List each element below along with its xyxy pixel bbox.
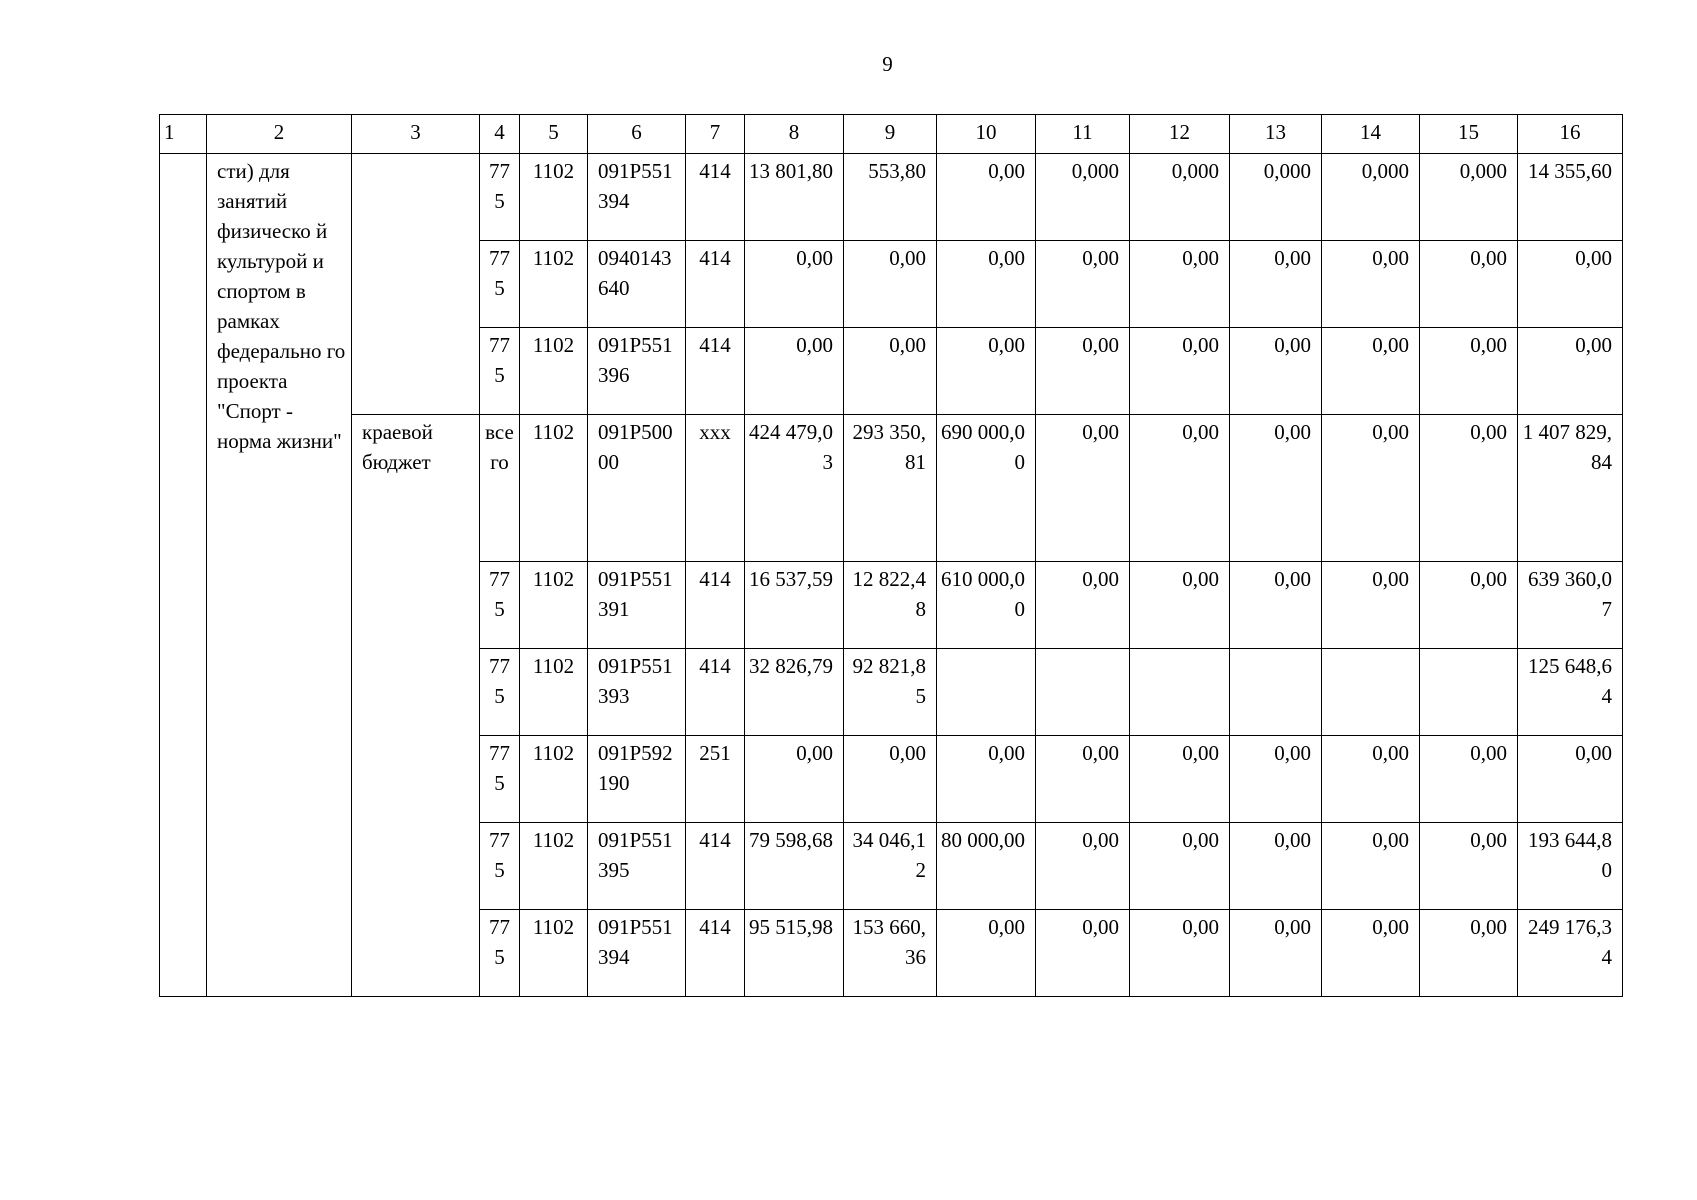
table-cell <box>1322 649 1420 736</box>
table-cell: 0,00 <box>937 328 1036 415</box>
table-cell: 153 660,36 <box>844 910 937 997</box>
table-cell: 0,00 <box>1130 562 1230 649</box>
table-cell: 0,00 <box>844 328 937 415</box>
table-cell: 0,00 <box>1230 328 1322 415</box>
table-cell: 0,000 <box>1036 154 1130 241</box>
table-cell: 92 821,85 <box>844 649 937 736</box>
source-cell-empty <box>352 154 480 415</box>
table-cell: 0,00 <box>745 328 844 415</box>
header-cell: 5 <box>520 115 588 154</box>
table-cell: 091Р551394 <box>588 910 686 997</box>
table-cell: 0,00 <box>1036 823 1130 910</box>
row-number-cell <box>160 154 207 997</box>
table-cell: 414 <box>686 562 745 649</box>
table-cell: 775 <box>480 328 520 415</box>
table-cell: 1102 <box>520 823 588 910</box>
header-cell: 14 <box>1322 115 1420 154</box>
table-cell: 32 826,79 <box>745 649 844 736</box>
table-cell: 0,00 <box>937 241 1036 328</box>
table-cell: 775 <box>480 823 520 910</box>
table-row <box>160 415 1623 562</box>
table-cell: 0,00 <box>745 241 844 328</box>
table-cell: 0,000 <box>1230 154 1322 241</box>
page-number: 9 <box>882 52 893 76</box>
table-cell: 091Р551391 <box>588 562 686 649</box>
table-cell: всего <box>480 415 520 562</box>
table-cell: 251 <box>686 736 745 823</box>
table-cell: 091Р551395 <box>588 823 686 910</box>
table-cell: 14 355,60 <box>1518 154 1623 241</box>
table-cell: 79 598,68 <box>745 823 844 910</box>
table-cell: 553,80 <box>844 154 937 241</box>
table-cell: 0,00 <box>937 910 1036 997</box>
table-cell: 0,00 <box>1130 415 1230 562</box>
table-cell: 1 407 829,84 <box>1518 415 1623 562</box>
table-cell: 775 <box>480 154 520 241</box>
table-cell <box>1230 649 1322 736</box>
table-cell: 0,000 <box>1130 154 1230 241</box>
table-cell: 1102 <box>520 910 588 997</box>
table-cell: 0,00 <box>745 736 844 823</box>
header-cell: 2 <box>207 115 352 154</box>
table-cell: 0,00 <box>1518 328 1623 415</box>
table-cell: 775 <box>480 649 520 736</box>
table-cell: 249 176,34 <box>1518 910 1623 997</box>
table-cell: 1102 <box>520 649 588 736</box>
table-cell: 414 <box>686 328 745 415</box>
table-cell: 0,00 <box>1420 736 1518 823</box>
header-cell: 11 <box>1036 115 1130 154</box>
header-cell: 7 <box>686 115 745 154</box>
table-cell: 0,00 <box>1230 736 1322 823</box>
table-cell: 1102 <box>520 241 588 328</box>
table-cell: 414 <box>686 649 745 736</box>
table-cell: 0,00 <box>1130 241 1230 328</box>
table-cell: 34 046,12 <box>844 823 937 910</box>
table-cell: 0,00 <box>844 241 937 328</box>
table-cell: 639 360,07 <box>1518 562 1623 649</box>
table-cell: 091Р551394 <box>588 154 686 241</box>
table-cell: 0,00 <box>1230 241 1322 328</box>
table-cell: 775 <box>480 562 520 649</box>
header-cell: 4 <box>480 115 520 154</box>
header-row <box>160 115 1623 154</box>
table-cell: 0,00 <box>1036 328 1130 415</box>
table-cell: 0,00 <box>937 154 1036 241</box>
table-cell <box>1036 649 1130 736</box>
table-cell: 775 <box>480 910 520 997</box>
table-cell: 0940143640 <box>588 241 686 328</box>
table-cell: 0,00 <box>1130 736 1230 823</box>
header-cell: 6 <box>588 115 686 154</box>
table-cell: 0,00 <box>1420 328 1518 415</box>
table-cell: 091Р551396 <box>588 328 686 415</box>
table-cell: 0,00 <box>937 736 1036 823</box>
table-cell: 091Р592190 <box>588 736 686 823</box>
table-cell: 95 515,98 <box>745 910 844 997</box>
table-cell: 0,00 <box>1130 823 1230 910</box>
header-cell: 10 <box>937 115 1036 154</box>
table-cell: 125 648,64 <box>1518 649 1623 736</box>
table-cell: 0,00 <box>1036 415 1130 562</box>
table-cell: 0,00 <box>1036 562 1130 649</box>
table-cell: 0,00 <box>1322 328 1420 415</box>
table-cell: 80 000,00 <box>937 823 1036 910</box>
table-cell <box>1130 649 1230 736</box>
header-cell: 13 <box>1230 115 1322 154</box>
activity-name-cell: сти) для занятий физическо й культурой и спортом в рамках федерально го проекта "Спорт - норма жизни" <box>207 154 352 997</box>
table-cell: 091Р551393 <box>588 649 686 736</box>
table-cell: 775 <box>480 736 520 823</box>
table-cell: 414 <box>686 241 745 328</box>
table-cell: 414 <box>686 910 745 997</box>
header-cell: 15 <box>1420 115 1518 154</box>
table-cell: 1102 <box>520 736 588 823</box>
table-cell: 0,00 <box>1322 241 1420 328</box>
table-cell: 1102 <box>520 562 588 649</box>
table-cell: 775 <box>480 241 520 328</box>
table-cell: 0,00 <box>1420 910 1518 997</box>
table-cell <box>1420 649 1518 736</box>
budget-table <box>159 114 1623 997</box>
table-body <box>160 154 1623 997</box>
table-cell: 13 801,80 <box>745 154 844 241</box>
table-cell: 0,00 <box>1420 415 1518 562</box>
table-cell: 0,00 <box>1420 823 1518 910</box>
table-cell: 0,00 <box>1322 562 1420 649</box>
table-cell: 0,00 <box>1230 823 1322 910</box>
table-cell: 0,000 <box>1420 154 1518 241</box>
table-cell: 0,00 <box>1420 241 1518 328</box>
table-row <box>160 154 1623 241</box>
table-cell: 0,00 <box>1518 241 1623 328</box>
table-cell: 1102 <box>520 328 588 415</box>
table-cell: 0,00 <box>1230 562 1322 649</box>
table-cell: 0,00 <box>1420 562 1518 649</box>
header-cell: 16 <box>1518 115 1623 154</box>
table-cell: 610 000,00 <box>937 562 1036 649</box>
table-cell: 0,00 <box>1230 910 1322 997</box>
table-cell: 16 537,59 <box>745 562 844 649</box>
table-cell: 690 000,00 <box>937 415 1036 562</box>
table-cell: 0,00 <box>844 736 937 823</box>
table-cell: 1102 <box>520 415 588 562</box>
table-cell: 0,00 <box>1036 736 1130 823</box>
table-cell: 0,00 <box>1036 241 1130 328</box>
table-cell: 0,00 <box>1230 415 1322 562</box>
table-cell: 293 350,81 <box>844 415 937 562</box>
table-cell: ххх <box>686 415 745 562</box>
header-cell: 1 <box>160 115 207 154</box>
table-cell: 424 479,03 <box>745 415 844 562</box>
table-cell: 193 644,80 <box>1518 823 1623 910</box>
table-cell: 0,00 <box>1518 736 1623 823</box>
table-cell: 0,00 <box>1322 415 1420 562</box>
funding-source-cell: краевой бюджет <box>352 415 480 997</box>
header-cell: 8 <box>745 115 844 154</box>
table-cell: 0,00 <box>1322 736 1420 823</box>
table-cell: 414 <box>686 823 745 910</box>
table-cell: 0,00 <box>1130 328 1230 415</box>
header-cell: 9 <box>844 115 937 154</box>
table-cell: 12 822,48 <box>844 562 937 649</box>
table-cell <box>937 649 1036 736</box>
table-cell: 1102 <box>520 154 588 241</box>
table-cell: 0,00 <box>1322 910 1420 997</box>
header-cell: 3 <box>352 115 480 154</box>
header-cell: 12 <box>1130 115 1230 154</box>
table-cell: 0,00 <box>1322 823 1420 910</box>
table-cell: 0,000 <box>1322 154 1420 241</box>
table-cell: 091Р50000 <box>588 415 686 562</box>
table-cell: 0,00 <box>1036 910 1130 997</box>
table-cell: 414 <box>686 154 745 241</box>
table-cell: 0,00 <box>1130 910 1230 997</box>
